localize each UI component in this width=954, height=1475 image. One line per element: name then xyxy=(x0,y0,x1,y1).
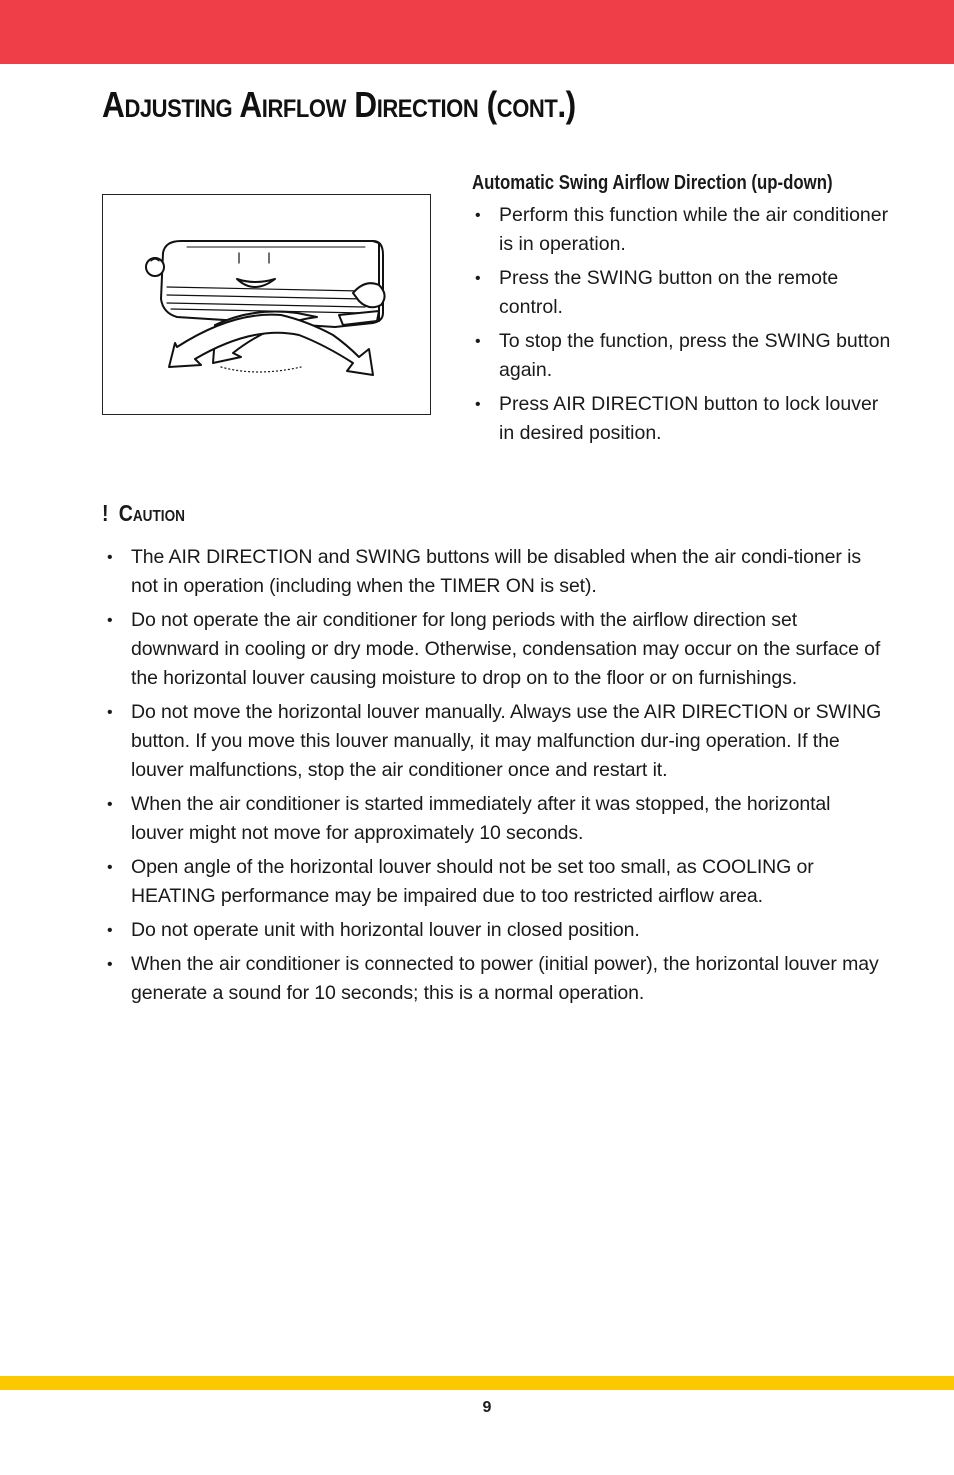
swing-section xyxy=(472,172,892,453)
caution-icon: ! xyxy=(102,500,109,526)
swing-list xyxy=(472,201,892,448)
list-item: • When the air conditioner is connected to power (initial power), the horizontal louver may generate a sound for 10 seconds; this is a normal operation. xyxy=(104,950,884,1008)
swing-heading: Automatic Swing Airflow Direction (up-down) xyxy=(472,172,833,194)
list-item: • Press the SWING button on the remote control. xyxy=(472,264,892,322)
list-item: • Do not operate unit with horizontal louver in closed position. xyxy=(104,916,884,945)
caution-list xyxy=(104,543,884,1008)
list-item: • To stop the function, press the SWING button again. xyxy=(472,327,892,385)
page-title: Adjusting Airflow Direction (cont.) xyxy=(102,84,576,125)
list-item: • The AIR DIRECTION and SWING buttons will be disabled when the air condi-tioner is not in operation (including when the TIMER ON is set). xyxy=(104,543,884,601)
list-item: • Perform this function while the air conditioner is in operation. xyxy=(472,201,892,259)
air-conditioner-illustration xyxy=(102,194,431,415)
header-red-bar xyxy=(0,0,954,64)
smiling-air-conditioner-icon xyxy=(103,195,429,413)
caution-section xyxy=(104,543,884,1013)
footer-yellow-bar xyxy=(0,1376,954,1390)
list-item: • Open angle of the horizontal louver should not be set too small, as COOLING or HEATING performance may be impaired due to too restricted airflow area. xyxy=(104,853,884,911)
page-number: 9 xyxy=(482,1399,492,1416)
caution-label: Caution xyxy=(118,500,185,526)
list-item: • Press AIR DIRECTION button to lock louver in desired position. xyxy=(472,390,892,448)
list-item: • When the air conditioner is started immediately after it was stopped, the horizontal louver might not move for approximately 10 seconds. xyxy=(104,790,884,848)
caution-heading xyxy=(102,500,185,527)
list-item: • Do not move the horizontal louver manually. Always use the AIR DIRECTION or SWING button. If you move this louver manually, it may malfunction dur-ing operation. If the louver malfunctions, stop the air conditioner once and restart it. xyxy=(104,698,884,785)
list-item: • Do not operate the air conditioner for long periods with the airflow direction set downward in cooling or dry mode. Otherwise, condensation may occur on the surface of the horizontal louver causing moisture to drop on to the floor or on furnishings. xyxy=(104,606,884,693)
